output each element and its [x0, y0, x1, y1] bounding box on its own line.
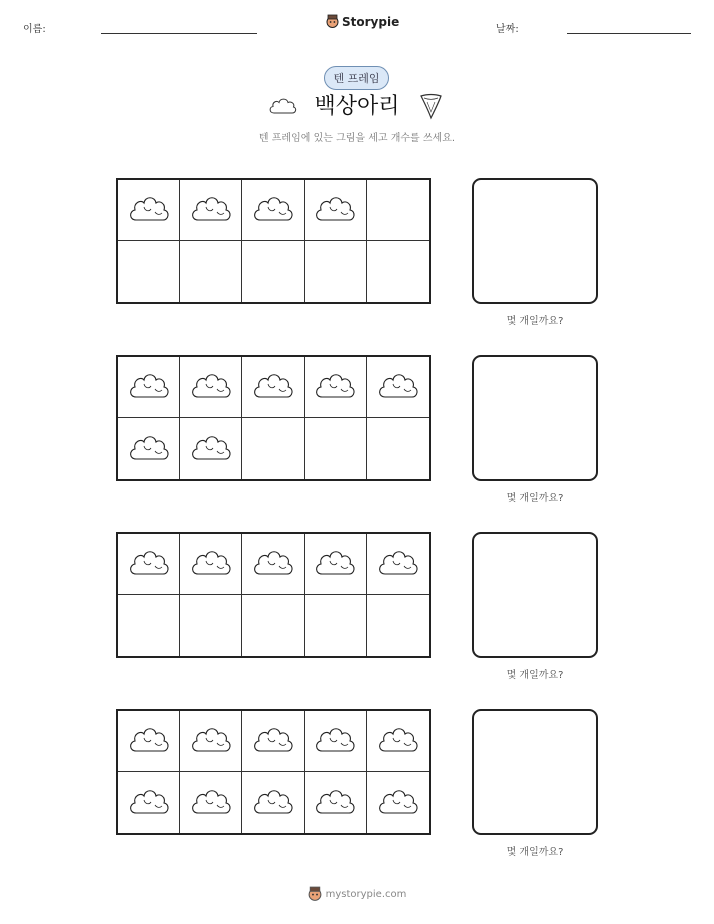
- frame-cell: [118, 595, 180, 656]
- cloud-icon: [251, 191, 295, 229]
- frame-cell: [242, 772, 304, 833]
- question-label: 몇 개일까요?: [506, 493, 564, 504]
- footer-url: mystorypie.com: [325, 888, 407, 900]
- topic-badge: 텐 프레임: [324, 66, 389, 90]
- cloud-icon: [127, 722, 171, 760]
- frame-cell: [242, 595, 304, 656]
- frame-cell: [180, 418, 242, 479]
- cloud-icon: [127, 545, 171, 583]
- frame-cell: [305, 534, 367, 595]
- frame-cell: [367, 241, 429, 302]
- ten-frame: [116, 178, 431, 304]
- cloud-icon: [127, 784, 171, 822]
- ten-frame: [116, 355, 431, 481]
- frame-cell: [242, 418, 304, 479]
- frame-cell: [367, 534, 429, 595]
- date-label: 날짜:: [496, 24, 519, 35]
- answer-box[interactable]: [472, 709, 598, 835]
- question-label: 몇 개일까요?: [506, 670, 564, 681]
- cloud-icon: [313, 191, 357, 229]
- frame-cell: [180, 357, 242, 418]
- frame-cell: [242, 241, 304, 302]
- name-label: 이름:: [23, 24, 46, 35]
- name-line[interactable]: [101, 33, 257, 34]
- frame-cell: [180, 772, 242, 833]
- question-label: 몇 개일까요?: [506, 316, 564, 327]
- cloud-icon: [376, 545, 420, 583]
- cloud-icon: [189, 430, 233, 468]
- frame-cell: [118, 418, 180, 479]
- cloud-icon: [251, 722, 295, 760]
- frame-cell: [305, 241, 367, 302]
- frame-cell: [180, 180, 242, 241]
- cloud-icon: [313, 784, 357, 822]
- frame-cell: [305, 595, 367, 656]
- storypie-mascot-icon: [308, 886, 322, 902]
- footer: [0, 886, 714, 902]
- frame-cell: [367, 772, 429, 833]
- cloud-icon: [313, 545, 357, 583]
- cloud-icon: [251, 784, 295, 822]
- brand-logo: [326, 14, 399, 29]
- cloud-icon: [189, 545, 233, 583]
- frame-cell: [305, 711, 367, 772]
- cloud-icon: [127, 368, 171, 406]
- frame-cell: [305, 357, 367, 418]
- frame-cell: [180, 534, 242, 595]
- ten-frame: [116, 709, 431, 835]
- frame-cell: [242, 357, 304, 418]
- cloud-icon: [189, 722, 233, 760]
- frame-cell: [367, 180, 429, 241]
- frame-cell: [180, 595, 242, 656]
- cloud-icon: [313, 368, 357, 406]
- frame-cell: [367, 711, 429, 772]
- frame-cell: [118, 534, 180, 595]
- cloud-icon: [376, 368, 420, 406]
- page-title: 백상아리: [314, 94, 400, 119]
- cloud-icon: [251, 368, 295, 406]
- frame-cell: [367, 357, 429, 418]
- date-line[interactable]: [567, 33, 691, 34]
- frame-cell: [305, 180, 367, 241]
- frame-cell: [305, 418, 367, 479]
- cloud-icon: [127, 191, 171, 229]
- cloud-icon: [189, 368, 233, 406]
- cloud-icon: [268, 96, 298, 116]
- frame-cell: [242, 534, 304, 595]
- shark-tooth-icon: [419, 92, 443, 120]
- frame-cell: [367, 418, 429, 479]
- cloud-icon: [376, 722, 420, 760]
- cloud-icon: [313, 722, 357, 760]
- cloud-icon: [127, 430, 171, 468]
- brand-name: Storypie: [342, 14, 400, 29]
- storypie-mascot-icon: [326, 14, 339, 29]
- frame-cell: [242, 711, 304, 772]
- instructions: 텐 프레임에 있는 그림을 세고 개수를 쓰세요.: [258, 133, 456, 144]
- frame-cell: [242, 180, 304, 241]
- answer-box[interactable]: [472, 178, 598, 304]
- cloud-icon: [251, 545, 295, 583]
- answer-box[interactable]: [472, 532, 598, 658]
- ten-frame: [116, 532, 431, 658]
- frame-cell: [118, 180, 180, 241]
- frame-cell: [118, 711, 180, 772]
- frame-cell: [180, 241, 242, 302]
- frame-cell: [118, 772, 180, 833]
- frame-cell: [305, 772, 367, 833]
- frame-cell: [367, 595, 429, 656]
- cloud-icon: [189, 191, 233, 229]
- question-label: 몇 개일까요?: [506, 847, 564, 858]
- cloud-icon: [376, 784, 420, 822]
- frame-cell: [118, 241, 180, 302]
- frame-cell: [180, 711, 242, 772]
- frame-cell: [118, 357, 180, 418]
- answer-box[interactable]: [472, 355, 598, 481]
- cloud-icon: [189, 784, 233, 822]
